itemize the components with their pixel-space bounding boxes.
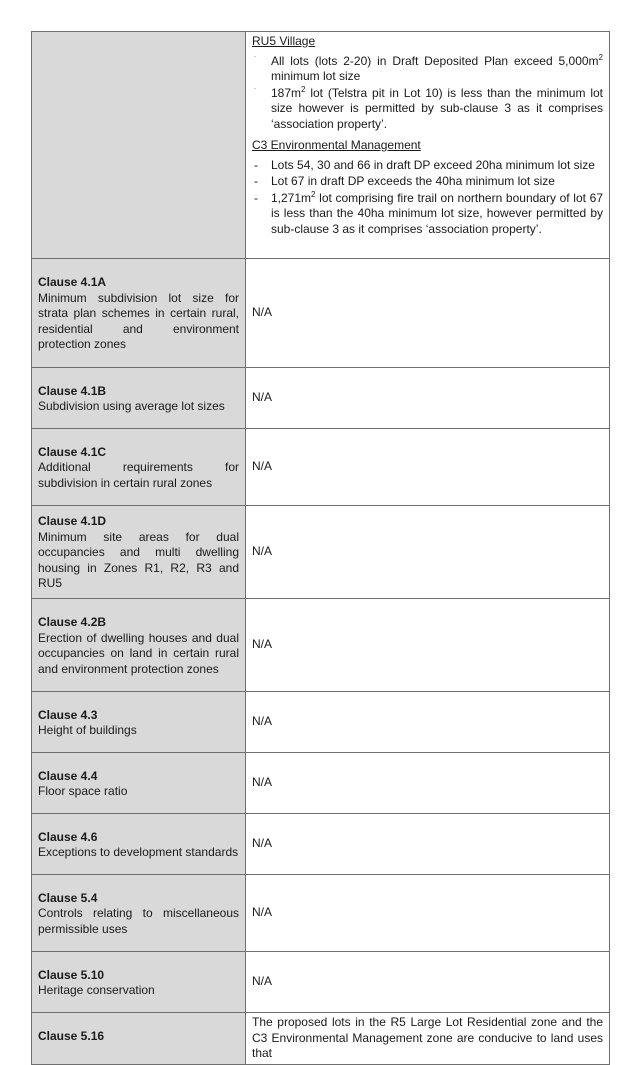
c3-list xyxy=(252,158,603,238)
response-text: N/A xyxy=(252,714,273,729)
list-item-text: Lots 54, 30 and 66 in draft DP exceed 20ha minimum lot size xyxy=(271,157,595,172)
clause-cell xyxy=(32,259,246,368)
table-row xyxy=(32,692,610,753)
response-text: N/A xyxy=(252,459,273,474)
response-cell xyxy=(246,1013,610,1065)
clause-title: Clause 4.4 xyxy=(38,768,98,783)
clause-title: Clause 4.1A xyxy=(38,275,107,290)
response-text: N/A xyxy=(252,637,273,652)
response-cell xyxy=(246,259,610,368)
c3-heading: C3 Environmental Management xyxy=(252,138,421,152)
response-text: N/A xyxy=(252,544,273,559)
table-row xyxy=(32,429,610,506)
clause-cell xyxy=(32,875,246,952)
clause-title: Clause 5.4 xyxy=(38,890,98,905)
table-row xyxy=(32,814,610,875)
list-item xyxy=(252,191,603,238)
response-cell xyxy=(246,32,610,259)
clause-description: Heritage conservation xyxy=(38,983,155,997)
list-item xyxy=(252,174,603,190)
clause-description: Minimum subdivision lot size for strata plan schemes in certain rural, residential and environment protection zones xyxy=(38,290,239,352)
clause-description: Controls relating to miscellaneous permissible uses xyxy=(38,906,239,936)
lep-compliance-table xyxy=(31,31,610,1065)
list-item-text: All lots (lots 2-20) in Draft Deposited Plan exceed 5,000m xyxy=(271,53,599,68)
response-cell xyxy=(246,506,610,599)
response-cell xyxy=(246,814,610,875)
superscript: 2 xyxy=(311,189,316,199)
table-row xyxy=(32,32,610,259)
response-cell xyxy=(246,753,610,814)
clause-cell xyxy=(32,506,246,599)
clause-description: Floor space ratio xyxy=(38,784,128,798)
table-row xyxy=(32,753,610,814)
ru5-heading: RU5 Village xyxy=(252,34,316,48)
list-item-text: lot comprising fire trail on northern boundary of lot 67 is less than the 40ha minimum lot size, however permitted by sub-clause 3 as it comprises ‘association property’. xyxy=(271,190,603,236)
clause-title: Clause 4.2B xyxy=(38,615,107,629)
clause-title: Clause 4.1D xyxy=(38,514,107,529)
clause-description: Height of buildings xyxy=(38,723,137,737)
clause-description: Subdivision using average lot sizes xyxy=(38,399,225,413)
clause-title: Clause 4.6 xyxy=(38,829,98,844)
response-text: N/A xyxy=(252,775,273,790)
response-cell xyxy=(246,599,610,692)
response-text: The proposed lots in the R5 Large Lot Residential zone and the C3 Environmental Management zone are conducive to land uses that xyxy=(252,1015,603,1060)
clause-title: Clause 4.1C xyxy=(38,444,107,459)
superscript: 2 xyxy=(598,52,603,62)
response-cell xyxy=(246,952,610,1013)
response-text: N/A xyxy=(252,390,273,405)
list-item-text: Lot 67 in draft DP exceeds the 40ha minimum lot size xyxy=(271,174,555,188)
table-row xyxy=(32,368,610,429)
list-item xyxy=(252,158,603,174)
clause-title: Clause 5.10 xyxy=(38,967,105,982)
ru5-list xyxy=(252,54,603,133)
response-text: N/A xyxy=(252,836,273,851)
table-row xyxy=(32,952,610,1013)
clause-description: Additional requirements for subdivision in certain rural zones xyxy=(38,460,239,490)
table-row xyxy=(32,1013,610,1065)
response-cell xyxy=(246,368,610,429)
list-item-text: 187m xyxy=(271,85,302,100)
list-item xyxy=(252,54,603,85)
clause-cell xyxy=(32,814,246,875)
clause-cell xyxy=(32,599,246,692)
list-item-text: lot (Telstra pit in Lot 10) is less than the minimum lot size however is permitted by sub-clause 3 as it comprises ‘association property’. xyxy=(271,85,603,131)
response-text: N/A xyxy=(252,905,273,920)
clause-cell xyxy=(32,753,246,814)
clause-description: Minimum site areas for dual occupancies and multi dwelling housing in Zones R1, R2, R3 and RU5 xyxy=(38,529,239,591)
list-item-text: 1,271m xyxy=(271,190,312,205)
response-cell xyxy=(246,429,610,506)
clause-cell xyxy=(32,692,246,753)
table-row xyxy=(32,259,610,368)
superscript: 2 xyxy=(301,84,306,94)
clause-title: Clause 4.3 xyxy=(38,707,98,722)
response-text: N/A xyxy=(252,305,273,320)
clause-cell xyxy=(32,32,246,259)
response-text: N/A xyxy=(252,974,273,989)
clause-title: Clause 5.16 xyxy=(38,1028,105,1043)
table-row xyxy=(32,506,610,599)
clause-cell xyxy=(32,429,246,506)
response-cell xyxy=(246,692,610,753)
list-item xyxy=(252,86,603,133)
clause-description: Exceptions to development standards xyxy=(38,845,239,859)
clause-cell xyxy=(32,1013,246,1065)
clause-description: Erection of dwelling houses and dual occupancies on land in certain rural and environment protection zones xyxy=(38,630,239,676)
table-row xyxy=(32,599,610,692)
table-row xyxy=(32,875,610,952)
clause-title: Clause 4.1B xyxy=(38,383,107,398)
response-cell xyxy=(246,875,610,952)
list-item-text: minimum lot size xyxy=(271,69,361,83)
clause-cell xyxy=(32,368,246,429)
clause-cell xyxy=(32,952,246,1013)
